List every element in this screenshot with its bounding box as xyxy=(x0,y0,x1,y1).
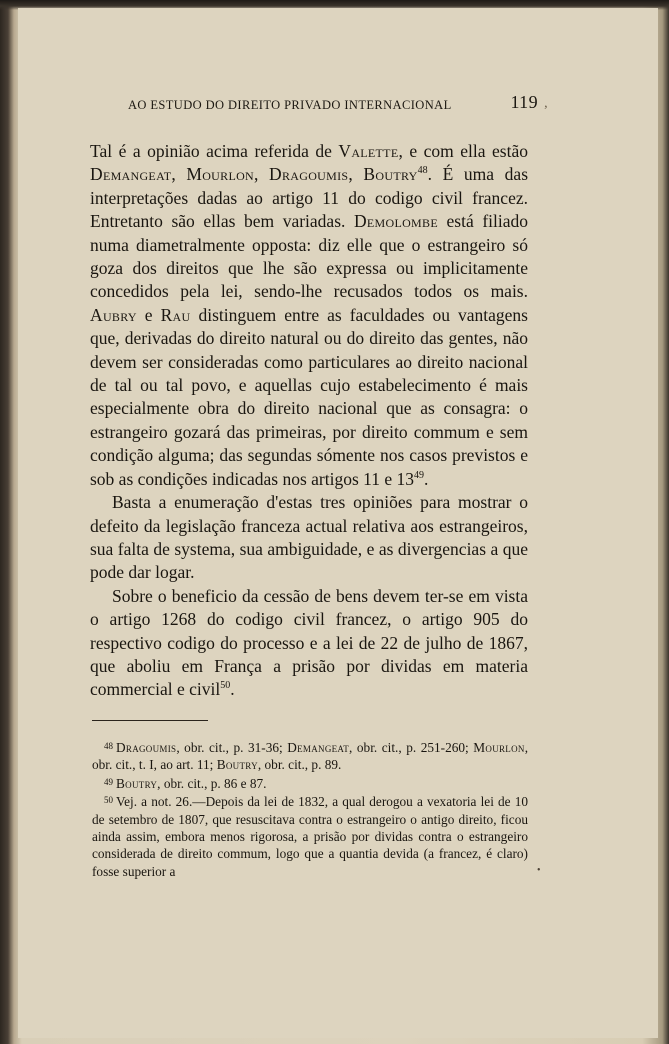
author-name: Boutry xyxy=(116,775,158,791)
text-run: . É uma das interpretações dadas ao artigo 11 do codigo civil francez. Entretanto são ellas bem variadas. xyxy=(90,164,529,232)
paragraph-1 xyxy=(90,140,528,491)
text-run: e xyxy=(136,304,161,325)
text-run: , obr. cit., p. 31-36; xyxy=(176,740,288,755)
text-run: , obr. cit., p. 86 e 87. xyxy=(157,775,267,791)
text-run: distinguem entre as faculdades ou vantagens que, derivadas do direito natural ou do direito das gentes, não devem ser consideradas como particulares ao direito nacional de tal ou tal povo, e aquellas cujo estabelecimento é mais especialmente obra do direito nacional que as consagra: o estrangeiro gozará das primeiras, por direito commum e sem condição alguma; das segundas sómente nos casos previstos e sob as condições indicadas nos artigos 11 e 13 xyxy=(90,304,528,489)
footnotes xyxy=(92,738,528,880)
author-name: Boutry xyxy=(216,757,258,773)
footnote-divider xyxy=(92,720,208,721)
text-run: . xyxy=(424,468,429,489)
text-run: , xyxy=(254,164,270,185)
ink-speck: , xyxy=(544,96,548,111)
paragraph-2: Basta a enumeração d'estas tres opiniões para mostrar o defeito da legislação franceza actual relativa aos estrangeiros, sua falta de systema, sua ambiguidade, e as divergencias a que pode dar logar. xyxy=(90,492,528,583)
text-run: Sobre o beneficio da cessão de bens devem ter-se em vista o artigo 1268 do codigo civil francez, o artigo 905 do respectivo codigo do processo e a lei de 22 de julho de 1867, que aboliu em França a prisão por dividas em materia commercial e civil xyxy=(90,585,528,700)
footnote-ref[interactable]: 49 xyxy=(414,469,425,481)
author-name: Mourlon xyxy=(186,164,255,185)
text-run: , obr. cit., p. 251-260; xyxy=(349,740,474,755)
author-name: Demolombe xyxy=(353,211,438,232)
text-run: , xyxy=(171,164,187,185)
ink-speck: • xyxy=(537,865,541,876)
text-run: , xyxy=(348,164,364,185)
text-run: está filiado numa diametralmente opposta: diz elle que o estrangeiro só goza dos direitos que lhe são expressa ou implicitamente concedidos pela lei, sendo-lhe recusados todos os mais. xyxy=(90,211,528,302)
author-name: Rau xyxy=(160,304,191,325)
main-text xyxy=(90,140,528,702)
paragraph-3 xyxy=(90,585,528,702)
footnote-number: 49 xyxy=(104,776,113,787)
author-name: Dragoumis xyxy=(269,164,349,185)
text-run: . xyxy=(230,679,235,700)
footnote-ref[interactable]: 48 xyxy=(417,165,428,177)
text-run: Vej. a not. 26.—Depois da lei de 1832, a qual derogou a vexatoria lei de 10 de setembro de 1807, que resuscitava contra o estrangeiro o antigo direito, ficou ainda assim, embora menos rigorosa, a prisão por dividas contra o estrangeiro considerada de direito commum, logo que a quantia devida (a francez, é claro) fosse superior a xyxy=(92,794,528,879)
text-run: Tal é a opinião acima referida de xyxy=(90,141,339,161)
author-name: Mourlon xyxy=(473,740,525,755)
author-name: Dragoumis xyxy=(116,740,177,755)
text-run: , e com ella estão xyxy=(398,141,528,161)
running-title: AO ESTUDO DO DIREITO PRIVADO INTERNACIONAL xyxy=(128,98,452,112)
footnote-ref[interactable]: 50 xyxy=(220,680,231,692)
author-name: Demangeat xyxy=(287,740,350,755)
footnote-50 xyxy=(92,792,528,880)
text-run: , obr. cit., p. 89. xyxy=(257,757,342,773)
footnote-48 xyxy=(92,738,528,774)
author-name: Boutry xyxy=(363,164,418,185)
footnote-number: 50 xyxy=(104,795,113,806)
running-header xyxy=(128,92,548,116)
author-name: Demangeat xyxy=(90,164,172,185)
author-name: Valette xyxy=(338,141,399,161)
text-run: , obr. cit., t. I, ao art. 11; xyxy=(92,740,529,773)
footnote-number: 48 xyxy=(104,741,113,751)
footnote-49 xyxy=(92,774,528,792)
page-number: 119 xyxy=(510,92,538,112)
author-name: Aubry xyxy=(90,304,137,325)
